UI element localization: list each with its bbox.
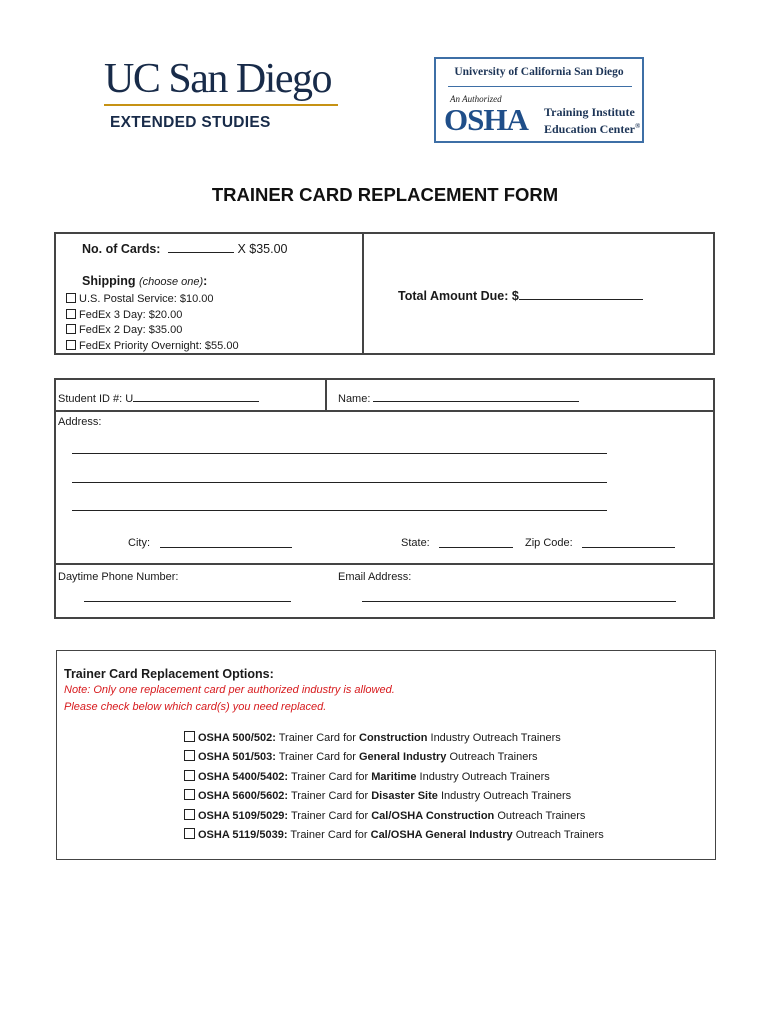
option-checkbox-general-industry[interactable] (184, 750, 195, 761)
option-industry: General Industry (359, 751, 447, 764)
option-checkbox-cal-osha-construction[interactable] (184, 809, 195, 820)
shipping-option (66, 308, 239, 324)
shipping-option-label: U.S. Postal Service: $10.00 (79, 293, 214, 305)
option-code: OSHA 5600/5602: (198, 790, 289, 803)
option-checkbox-disaster-site[interactable] (184, 789, 195, 800)
option-text: Trainer Card for (275, 751, 359, 764)
osha-logo-wordmark: OSHA (444, 102, 528, 137)
option-text: Industry Outreach Trainers (437, 790, 572, 803)
shipping-checkbox-fedex-3day[interactable] (66, 309, 76, 319)
shipping-heading (82, 274, 207, 288)
cards-price: X $35.00 (237, 242, 288, 256)
ucsd-wordmark: UC San Diego (104, 56, 331, 102)
total-amount-label: Total Amount Due: $ (398, 289, 519, 303)
address-line-2[interactable] (72, 482, 607, 483)
option-code: OSHA 5400/5402: (198, 770, 289, 783)
option-text: Trainer Card for (288, 770, 372, 783)
osha-training-institute-logo (434, 57, 644, 143)
form-title: TRAINER CARD REPLACEMENT FORM (211, 184, 559, 205)
option-text: Trainer Card for (287, 829, 371, 842)
option-row (184, 787, 604, 806)
phone-field[interactable] (84, 601, 291, 602)
contact-section-rule (54, 563, 715, 565)
option-industry: Disaster Site (371, 790, 438, 803)
ucsd-subtitle: EXTENDED STUDIES (110, 114, 271, 131)
shipping-option (66, 323, 239, 339)
option-checkbox-cal-osha-general-industry[interactable] (184, 828, 195, 839)
student-id-field[interactable] (133, 392, 259, 402)
zip-label: Zip Code: (525, 537, 573, 549)
option-row (184, 826, 604, 845)
total-amount-field[interactable] (519, 288, 643, 300)
options-note-line-1: Note: Only one replacement card per authorized industry is allowed. (64, 684, 395, 696)
option-row (184, 807, 604, 826)
shipping-option (66, 292, 239, 308)
option-code: OSHA 500/502: (198, 732, 276, 744)
email-label: Email Address: (338, 571, 412, 583)
osha-logo-training-line1: Training Institute (544, 105, 635, 119)
osha-logo-training-line2-text: Education Center (544, 122, 635, 136)
address-label: Address: (58, 416, 102, 428)
city-label: City: (128, 537, 150, 549)
shipping-option-label: FedEx 2 Day: $35.00 (79, 324, 183, 337)
option-code: OSHA 5119/5039: (198, 829, 288, 842)
name-field[interactable] (373, 392, 579, 402)
option-checkbox-maritime[interactable] (184, 770, 195, 781)
zip-field[interactable] (582, 547, 675, 548)
city-field[interactable] (160, 547, 292, 548)
shipping-option-label: FedEx Priority Overnight: $55.00 (79, 340, 239, 353)
student-id-row (58, 392, 259, 405)
contact-section-rule (54, 410, 715, 412)
cards-quantity-field[interactable] (168, 241, 234, 253)
email-field[interactable] (362, 601, 676, 602)
name-label: Name: (338, 393, 371, 405)
cards-row (82, 241, 288, 256)
logo-gold-rule (104, 104, 338, 106)
option-text: Trainer Card for (275, 732, 359, 744)
registered-mark: ® (635, 122, 641, 130)
option-checkbox-construction[interactable] (184, 731, 195, 742)
shipping-colon: : (203, 274, 208, 288)
osha-logo-training-line2 (544, 119, 640, 136)
shipping-checkbox-fedex-2day[interactable] (66, 324, 76, 334)
address-line-1[interactable] (72, 453, 607, 454)
option-text: Industry Outreach Trainers (427, 732, 561, 744)
option-code: OSHA 501/503: (198, 751, 276, 764)
state-field[interactable] (439, 547, 513, 548)
option-text: Industry Outreach Trainers (416, 770, 550, 783)
osha-logo-rule (448, 86, 632, 87)
name-row (338, 392, 579, 405)
osha-logo-authorized: An Authorized (450, 94, 502, 104)
option-row (184, 748, 604, 767)
shipping-hint: (choose one) (138, 276, 204, 288)
student-id-label: Student ID #: U (58, 393, 134, 405)
state-label: State: (401, 537, 430, 549)
option-industry: Cal/OSHA Construction (371, 809, 495, 822)
osha-logo-training-text (544, 105, 640, 136)
option-text: Outreach Trainers (512, 829, 604, 842)
option-industry: Construction (359, 732, 428, 744)
option-text: Trainer Card for (288, 790, 372, 803)
option-text: Outreach Trainers (446, 751, 538, 764)
option-text: Outreach Trainers (494, 809, 586, 822)
address-line-3[interactable] (72, 510, 607, 511)
cards-label: No. of Cards: (82, 242, 161, 256)
option-industry: Cal/OSHA General Industry (370, 829, 513, 842)
shipping-checkbox-fedex-overnight[interactable] (66, 340, 76, 350)
shipping-label: Shipping (82, 274, 136, 288)
ucsd-extended-studies-logo (104, 56, 344, 136)
option-text: Trainer Card for (288, 809, 372, 822)
shipping-options (66, 292, 239, 355)
options-heading: Trainer Card Replacement Options: (64, 667, 274, 681)
shipping-option (66, 339, 239, 355)
option-industry: Maritime (371, 770, 417, 783)
options-list (184, 729, 604, 845)
option-row (184, 768, 604, 787)
osha-logo-university: University of California San Diego (454, 66, 624, 78)
contact-section-divider (325, 378, 327, 411)
option-row (184, 729, 604, 748)
options-note-line-2: Please check below which card(s) you need replaced. (64, 701, 327, 713)
order-section-divider (362, 232, 364, 355)
option-code: OSHA 5109/5029: (198, 809, 289, 822)
shipping-option-label: FedEx 3 Day: $20.00 (79, 308, 183, 321)
phone-label: Daytime Phone Number: (58, 571, 179, 583)
total-amount-row (398, 288, 643, 303)
shipping-checkbox-usps[interactable] (66, 293, 76, 303)
